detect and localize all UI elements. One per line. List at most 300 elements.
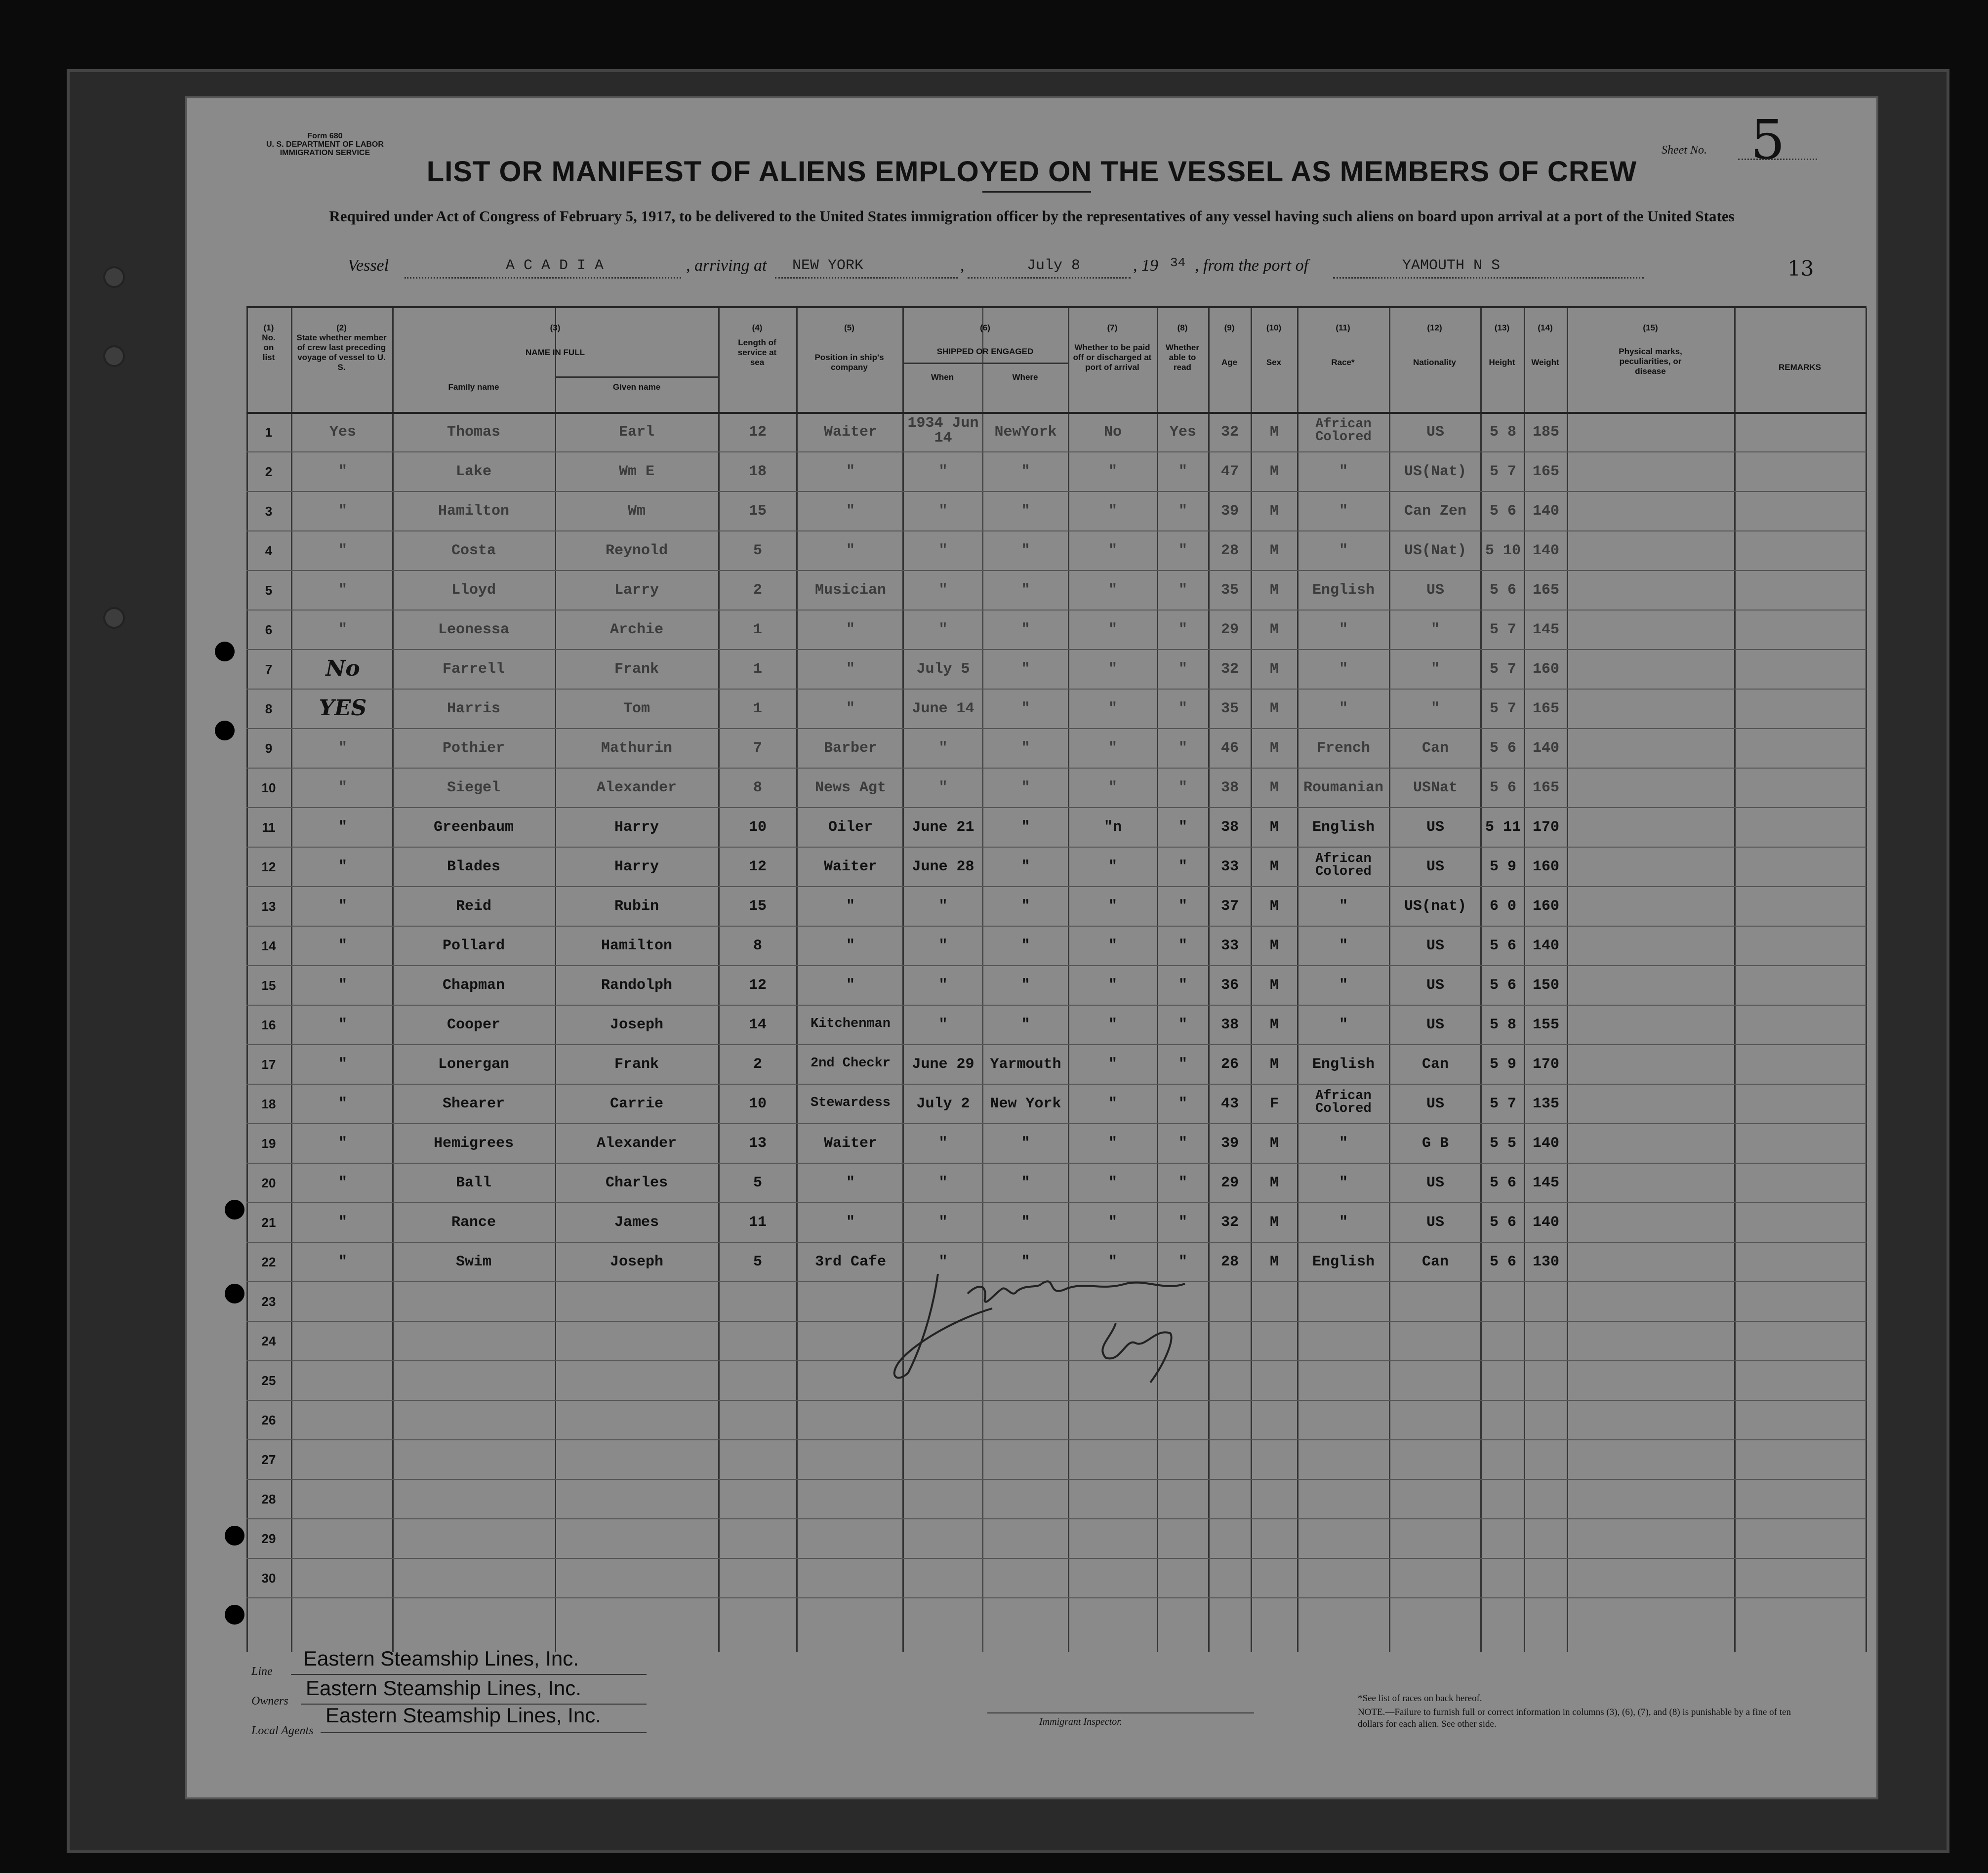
cell-service: 8: [753, 779, 762, 796]
year-suffix: 34: [1170, 255, 1186, 270]
table-row: [246, 412, 1866, 451]
punch-hole: [225, 1526, 244, 1546]
cell-family: Pothier: [442, 740, 505, 757]
cell-read: ": [1178, 503, 1187, 520]
cell-when: ": [938, 779, 948, 796]
cell-where: ": [1021, 937, 1030, 954]
cell-weight: 170: [1532, 819, 1559, 836]
cell-service: 18: [748, 463, 767, 480]
cell-family: Farrell: [442, 661, 505, 678]
cell-age: 36: [1220, 977, 1239, 994]
cell-nat: US(Nat): [1404, 542, 1467, 559]
cell-prev: ": [338, 858, 347, 875]
cell-nat: ": [1430, 621, 1440, 638]
cell-sex: M: [1269, 1017, 1279, 1033]
cell-weight: 135: [1532, 1096, 1559, 1112]
cell-when: ": [938, 740, 948, 757]
cell-position: ": [846, 977, 855, 994]
cell-nat: Can: [1421, 1056, 1449, 1073]
cell-age: 39: [1220, 503, 1239, 520]
cell-where: ": [1021, 819, 1030, 836]
date-underline: [968, 277, 1131, 279]
cell-read: ": [1178, 661, 1187, 678]
cell-nat: US(nat): [1404, 898, 1467, 915]
cell-age: 33: [1220, 937, 1239, 954]
cell-family: Hamilton: [438, 503, 510, 520]
cell-paid: ": [1108, 503, 1117, 520]
cell-where: ": [1021, 898, 1030, 915]
cell-nat: US: [1426, 1214, 1444, 1231]
cell-service: 1: [753, 661, 762, 678]
cell-nat: US: [1426, 937, 1444, 954]
row-number: 4: [265, 543, 273, 558]
cell-service: 12: [748, 858, 767, 875]
cell-given: Alexander: [596, 1135, 677, 1152]
cell-prev: ": [338, 1096, 347, 1112]
cell-paid: ": [1108, 1017, 1117, 1033]
cell-service: 10: [748, 819, 767, 836]
department-name: U. S. DEPARTMENT OF LABOR: [266, 140, 384, 149]
cell-read: ": [1178, 1056, 1187, 1073]
cell-where: ": [1021, 503, 1030, 520]
cell-read: ": [1178, 1254, 1187, 1270]
punch-hole: [215, 642, 235, 661]
cell-given: Harry: [614, 858, 659, 875]
cell-race: ": [1339, 1214, 1348, 1231]
arriving-port: NEW YORK: [792, 257, 864, 274]
cell-when: ": [938, 898, 948, 915]
cell-when: June 14: [912, 700, 974, 717]
cell-height: 5 5: [1489, 1135, 1516, 1152]
header-col7: (7) Whether to be paid off or discharged at port of arrival: [1073, 323, 1152, 372]
cell-position: Waiter: [823, 424, 878, 441]
cell-sex: M: [1269, 661, 1279, 678]
cell-age: 47: [1220, 463, 1239, 480]
cell-height: 5 7: [1489, 1096, 1516, 1112]
inspector-label: Immigrant Inspector.: [1039, 1716, 1122, 1727]
cell-nat: US: [1426, 1175, 1444, 1191]
cell-prev: YES: [319, 695, 367, 721]
row-number: 3: [265, 504, 273, 519]
cell-age: 33: [1220, 858, 1239, 875]
table-row: [246, 965, 1866, 1005]
cell-height: 5 9: [1489, 1056, 1516, 1073]
cell-race: French: [1316, 740, 1371, 757]
form-title: LIST OR MANIFEST OF ALIENS EMPLOYED ON THE VESSEL AS MEMBERS OF CREW: [426, 156, 1637, 188]
cell-nat: USNat: [1413, 779, 1458, 796]
row-number: 8: [265, 701, 273, 716]
cell-height: 5 8: [1489, 1017, 1516, 1033]
cell-when: ": [938, 977, 948, 994]
agents-label: Local Agents: [251, 1724, 314, 1737]
cell-position: Barber: [823, 740, 878, 757]
cell-where: ": [1021, 542, 1030, 559]
cell-position: ": [846, 503, 855, 520]
cell-height: 5 7: [1489, 700, 1516, 717]
cell-family: Blades: [446, 858, 501, 875]
cell-sex: M: [1269, 898, 1279, 915]
cell-height: 5 7: [1489, 621, 1516, 638]
cell-race: ": [1339, 977, 1348, 994]
cell-height: 5 6: [1489, 740, 1516, 757]
cell-when: ": [938, 1135, 948, 1152]
table-row: [246, 610, 1866, 649]
cell-service: 12: [748, 424, 767, 441]
row-number: 1: [265, 425, 273, 440]
cell-weight: 165: [1532, 700, 1559, 717]
cell-prev: ": [338, 1056, 347, 1073]
cell-when: ": [938, 937, 948, 954]
cell-position: ": [846, 463, 855, 480]
cell-when: June 28: [912, 858, 974, 875]
cell-service: 1: [753, 700, 762, 717]
sheet-number: 5: [1750, 108, 1785, 171]
cell-sex: M: [1269, 542, 1279, 559]
name-subheader-rule: [555, 376, 718, 378]
cell-when: ": [938, 1175, 948, 1191]
table-row: [246, 1044, 1866, 1084]
cell-given: Randolph: [601, 977, 673, 994]
cell-nat: Can: [1421, 1254, 1449, 1270]
cell-sex: M: [1269, 621, 1279, 638]
cell-height: 5 10: [1485, 542, 1521, 559]
cell-family: Lake: [455, 463, 491, 480]
row-number: 2: [265, 464, 273, 479]
arrival-date: July 8: [1027, 257, 1081, 274]
agents-underline: [321, 1732, 647, 1733]
cell-race: English: [1312, 582, 1375, 599]
cell-sex: M: [1269, 463, 1279, 480]
cell-sex: M: [1269, 1135, 1279, 1152]
cell-given: Hamilton: [601, 937, 673, 954]
cell-read: ": [1178, 463, 1187, 480]
cell-paid: ": [1108, 1214, 1117, 1231]
row-number: 23: [261, 1294, 276, 1309]
cell-sex: M: [1269, 1254, 1279, 1270]
cell-where: ": [1021, 779, 1030, 796]
header-col11: (11) Race*: [1331, 323, 1355, 367]
cell-prev: ": [338, 463, 347, 480]
cell-paid: ": [1108, 858, 1117, 875]
cell-weight: 140: [1532, 937, 1559, 954]
cell-read: ": [1178, 1096, 1187, 1112]
cell-paid: "n: [1103, 819, 1122, 836]
cell-position: Stewardess: [810, 1096, 891, 1110]
punch-hole: [103, 345, 125, 367]
cell-weight: 140: [1532, 503, 1559, 520]
cell-nat: US: [1426, 977, 1444, 994]
cell-sex: M: [1269, 424, 1279, 441]
cell-given: Harry: [614, 819, 659, 836]
table-row: [246, 926, 1866, 965]
cell-age: 46: [1220, 740, 1239, 757]
cell-given: Wm: [627, 503, 646, 520]
cell-weight: 160: [1532, 661, 1559, 678]
form-identifier: [266, 132, 384, 157]
cell-age: 32: [1220, 661, 1239, 678]
cell-service: 15: [748, 503, 767, 520]
row-rule: [246, 1597, 1866, 1598]
cell-read: ": [1178, 1175, 1187, 1191]
crew-manifest-table: [246, 306, 1866, 1652]
cell-sex: M: [1269, 779, 1279, 796]
line-value: Eastern Steamship Lines, Inc.: [303, 1647, 579, 1670]
from-port-label: , from the port of: [1195, 256, 1309, 275]
cell-paid: ": [1108, 977, 1117, 994]
row-number: 5: [265, 583, 273, 598]
cell-prev: ": [338, 1175, 347, 1191]
cell-service: 2: [753, 582, 762, 599]
title-rule: [982, 191, 1091, 193]
cell-prev: ": [338, 937, 347, 954]
cell-nat: US: [1426, 582, 1444, 599]
cell-service: 5: [753, 1254, 762, 1270]
table-row: [246, 530, 1866, 570]
cell-service: 5: [753, 542, 762, 559]
header-col3: (3) NAME IN FULL: [526, 323, 585, 357]
cell-when: ": [938, 621, 948, 638]
cell-when: June 21: [912, 819, 974, 836]
cell-sex: F: [1269, 1096, 1279, 1112]
cell-given: Charles: [605, 1175, 668, 1191]
row-rule: [246, 1479, 1866, 1480]
cell-weight: 140: [1532, 1214, 1559, 1231]
cell-position: ": [846, 898, 855, 915]
cell-weight: 140: [1532, 542, 1559, 559]
cell-position: ": [846, 661, 855, 678]
cell-family: Costa: [451, 542, 496, 559]
from-port: YAMOUTH N S: [1402, 257, 1501, 274]
cell-when: ": [938, 582, 948, 599]
cell-given: Earl: [618, 424, 654, 441]
row-number: 29: [261, 1531, 276, 1546]
cell-service: 8: [753, 937, 762, 954]
cell-read: ": [1178, 1135, 1187, 1152]
cell-prev: No: [325, 656, 360, 681]
row-number: 10: [261, 780, 276, 795]
punch-hole: [225, 1605, 244, 1625]
row-number: 12: [261, 859, 276, 874]
table-row: [246, 1005, 1866, 1044]
cell-given: Joseph: [609, 1254, 664, 1270]
cell-where: ": [1021, 1017, 1030, 1033]
cell-height: 5 11: [1485, 819, 1521, 836]
cell-race: African Colored: [1315, 417, 1372, 445]
table-row: [246, 1084, 1866, 1123]
cell-race: English: [1312, 819, 1375, 836]
cell-prev: ": [338, 819, 347, 836]
header-remarks: REMARKS: [1779, 363, 1821, 372]
cell-where: ": [1021, 700, 1030, 717]
header-col14: (14) Weight: [1531, 323, 1559, 367]
cell-read: ": [1178, 1214, 1187, 1231]
punch-hole: [103, 266, 125, 288]
cell-sex: M: [1269, 700, 1279, 717]
cell-sex: M: [1269, 1175, 1279, 1191]
cell-paid: ": [1108, 1175, 1117, 1191]
cell-prev: ": [338, 977, 347, 994]
cell-race: African Colored: [1315, 1089, 1372, 1116]
row-number: 26: [261, 1413, 276, 1427]
cell-paid: ": [1108, 1254, 1117, 1270]
agents-value: Eastern Steamship Lines, Inc.: [325, 1704, 601, 1727]
manifest-sheet: [185, 96, 1878, 1799]
cell-read: ": [1178, 582, 1187, 599]
owners-value: Eastern Steamship Lines, Inc.: [306, 1676, 581, 1700]
vessel-underline: [405, 277, 681, 279]
sheet-number-label: Sheet No.: [1662, 144, 1707, 157]
header-given-name: Given name: [612, 382, 661, 392]
cell-position: ": [846, 1175, 855, 1191]
cell-nat: US(Nat): [1404, 463, 1467, 480]
cell-prev: ": [338, 1017, 347, 1033]
cell-age: 37: [1220, 898, 1239, 915]
cell-where: ": [1021, 463, 1030, 480]
cell-sex: M: [1269, 819, 1279, 836]
cell-where: ": [1021, 1214, 1030, 1231]
table-row: [246, 768, 1866, 807]
cell-race: ": [1339, 898, 1348, 915]
cell-given: Tom: [623, 700, 650, 717]
cell-where: ": [1021, 661, 1030, 678]
cell-family: Thomas: [446, 424, 501, 441]
cell-age: 35: [1220, 700, 1239, 717]
cell-paid: ": [1108, 621, 1117, 638]
header-col1: (1) No. on list: [262, 323, 276, 362]
cell-height: 6 0: [1489, 898, 1516, 915]
cell-service: 10: [748, 1096, 767, 1112]
cell-given: Frank: [614, 661, 659, 678]
row-number: 25: [261, 1373, 276, 1388]
cell-race: Roumanian: [1303, 779, 1384, 796]
header-where: Where: [1012, 372, 1038, 382]
owners-label: Owners: [251, 1695, 288, 1708]
vessel-label: Vessel: [348, 256, 389, 275]
cell-read: ": [1178, 621, 1187, 638]
row-number: 21: [261, 1215, 276, 1230]
cell-sex: M: [1269, 858, 1279, 875]
cell-race: ": [1339, 700, 1348, 717]
row-number: 30: [261, 1571, 276, 1586]
cell-nat: Can: [1421, 740, 1449, 757]
cell-paid: ": [1108, 898, 1117, 915]
from-port-underline: [1333, 277, 1644, 279]
table-row: [246, 491, 1866, 530]
cell-age: 29: [1220, 621, 1239, 638]
row-number: 24: [261, 1334, 276, 1348]
cell-age: 39: [1220, 1135, 1239, 1152]
cell-when: July 5: [916, 661, 970, 678]
cell-service: 7: [753, 740, 762, 757]
cell-read: ": [1178, 819, 1187, 836]
punch-hole: [215, 721, 235, 740]
cell-weight: 140: [1532, 740, 1559, 757]
cell-position: ": [846, 621, 855, 638]
vessel-name: A C A D I A: [506, 257, 604, 274]
cell-race: ": [1339, 661, 1348, 678]
cell-family: Rance: [451, 1214, 496, 1231]
cell-where: ": [1021, 740, 1030, 757]
cell-prev: Yes: [329, 424, 356, 441]
cell-given: Larry: [614, 582, 659, 599]
cell-age: 32: [1220, 1214, 1239, 1231]
cell-age: 35: [1220, 582, 1239, 599]
shipped-subheader-rule: [902, 363, 1068, 364]
inspector-line: [987, 1712, 1254, 1713]
table-row: [246, 451, 1866, 491]
cell-sex: M: [1269, 740, 1279, 757]
cell-paid: ": [1108, 661, 1117, 678]
cell-nat: Can Zen: [1404, 503, 1467, 520]
cell-family: Swim: [455, 1254, 491, 1270]
cell-race: ": [1339, 621, 1348, 638]
table-row: [246, 1202, 1866, 1242]
cell-age: 26: [1220, 1056, 1239, 1073]
cell-family: Hemigrees: [433, 1135, 514, 1152]
cell-given: Reynold: [605, 542, 668, 559]
cell-nat: G B: [1421, 1135, 1449, 1152]
cell-prev: ": [338, 1135, 347, 1152]
row-number: 14: [261, 938, 276, 953]
cell-family: Chapman: [442, 977, 505, 994]
header-col10: (10) Sex: [1266, 323, 1282, 367]
cell-nat: US: [1426, 424, 1444, 441]
header-col4: (4) Length of service at sea: [737, 323, 777, 367]
line-label: Line: [251, 1665, 273, 1678]
cell-paid: ": [1108, 779, 1117, 796]
cell-given: Frank: [614, 1056, 659, 1073]
cell-sex: M: [1269, 937, 1279, 954]
cell-nat: ": [1430, 700, 1440, 717]
cell-paid: ": [1108, 1096, 1117, 1112]
table-row: [246, 689, 1866, 728]
cell-prev: ": [338, 1214, 347, 1231]
cell-where: NewYork: [994, 424, 1057, 441]
punch-hole: [225, 1284, 244, 1303]
cell-where: Yarmouth: [990, 1056, 1061, 1073]
cell-race: English: [1312, 1254, 1375, 1270]
row-number: 9: [265, 741, 273, 756]
cell-position: News Agt: [814, 779, 887, 796]
cell-sex: M: [1269, 503, 1279, 520]
cell-when: July 2: [916, 1096, 970, 1112]
cell-age: 38: [1220, 1017, 1239, 1033]
cell-prev: ": [338, 779, 347, 796]
cell-position: Waiter: [823, 858, 878, 875]
cell-family: Ball: [455, 1175, 491, 1191]
row-rule: [246, 1518, 1866, 1519]
row-number: 28: [261, 1492, 276, 1507]
cell-height: 5 7: [1489, 661, 1516, 678]
cell-paid: No: [1103, 424, 1122, 441]
header-when: When: [931, 372, 954, 382]
cell-read: ": [1178, 1017, 1187, 1033]
cell-height: 5 6: [1489, 503, 1516, 520]
header-col9: (9) Age: [1221, 323, 1238, 367]
cell-service: 2: [753, 1056, 762, 1073]
cell-prev: ": [338, 1254, 347, 1270]
cell-weight: 165: [1532, 582, 1559, 599]
row-number: 17: [261, 1057, 276, 1072]
row-number: 6: [265, 622, 273, 637]
cell-family: Reid: [455, 898, 491, 915]
cell-prev: ": [338, 740, 347, 757]
row-number: 7: [265, 662, 273, 677]
line-underline: [291, 1674, 647, 1675]
cell-where: ": [1021, 1254, 1030, 1270]
cell-race: English: [1312, 1056, 1375, 1073]
row-number: 18: [261, 1097, 276, 1111]
